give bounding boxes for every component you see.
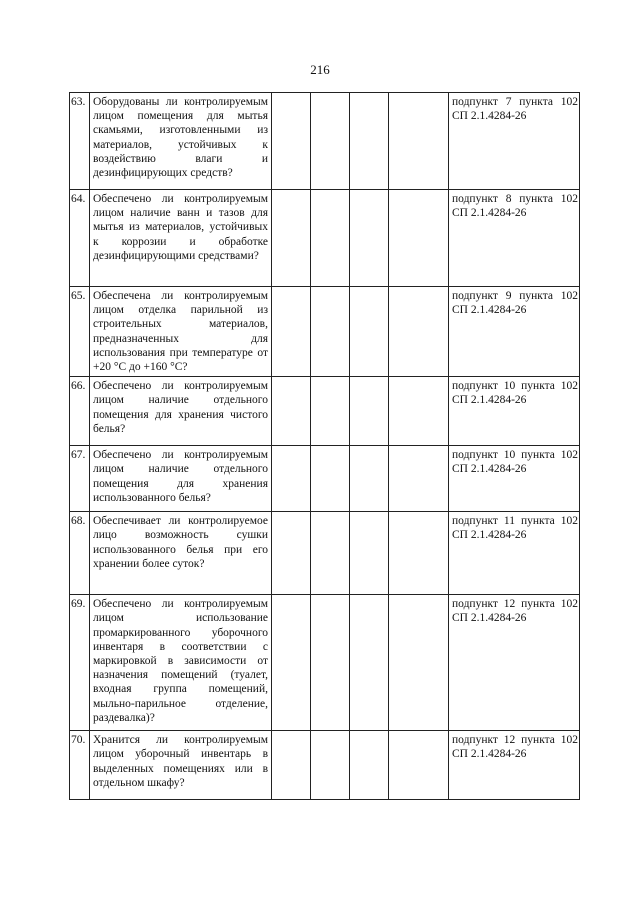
reference-cell: подпункт 10 пункта 102 СП 2.1.4284-26 bbox=[449, 446, 580, 512]
table-row bbox=[70, 731, 580, 800]
table-row bbox=[70, 446, 580, 512]
answer-no-cell bbox=[311, 377, 350, 446]
question-cell: Обеспечено ли контролируемым лицом использование промаркированного уборочного инвентаря в соответствии с маркировкой в зависимости от назначения помещений (туалет, входная группа помещений, мыльно-парильное отделение, раздевалка)? bbox=[90, 595, 272, 731]
answer-yes-cell bbox=[272, 93, 311, 190]
answer-yes-cell bbox=[272, 287, 311, 377]
reference-cell: подпункт 12 пункта 102 СП 2.1.4284-26 bbox=[449, 595, 580, 731]
answer-na-cell bbox=[350, 287, 389, 377]
answer-no-cell bbox=[311, 731, 350, 800]
answer-yes-cell bbox=[272, 377, 311, 446]
answer-na-cell bbox=[350, 595, 389, 731]
answer-no-cell bbox=[311, 287, 350, 377]
question-cell: Оборудованы ли контролируемым лицом помещения для мытья скамьями, изготовленными из материалов, устойчивых к воздействию влаги и дезинфицирующих средств? bbox=[90, 93, 272, 190]
answer-no-cell bbox=[311, 512, 350, 595]
answer-yes-cell bbox=[272, 512, 311, 595]
row-number: 65. bbox=[70, 287, 90, 377]
answer-no-cell bbox=[311, 595, 350, 731]
reference-cell: подпункт 9 пункта 102 СП 2.1.4284-26 bbox=[449, 287, 580, 377]
table-row bbox=[70, 512, 580, 595]
note-cell bbox=[389, 512, 449, 595]
answer-yes-cell bbox=[272, 595, 311, 731]
answer-na-cell bbox=[350, 731, 389, 800]
table-row bbox=[70, 93, 580, 190]
row-number: 67. bbox=[70, 446, 90, 512]
answer-na-cell bbox=[350, 512, 389, 595]
answer-yes-cell bbox=[272, 190, 311, 287]
table-row bbox=[70, 595, 580, 731]
table-row bbox=[70, 287, 580, 377]
note-cell bbox=[389, 287, 449, 377]
question-cell: Обеспечивает ли контролируемое лицо возможность сушки использованного белья при его хранении более суток? bbox=[90, 512, 272, 595]
reference-cell: подпункт 11 пункта 102 СП 2.1.4284-26 bbox=[449, 512, 580, 595]
table-row bbox=[70, 377, 580, 446]
answer-no-cell bbox=[311, 190, 350, 287]
question-cell: Обеспечено ли контролируемым лицом наличие ванн и тазов для мытья из материалов, устойчивых к коррозии и обработке дезинфицирующими средствами? bbox=[90, 190, 272, 287]
table-row bbox=[70, 190, 580, 287]
answer-na-cell bbox=[350, 93, 389, 190]
note-cell bbox=[389, 377, 449, 446]
question-cell: Обеспечено ли контролируемым лицом наличие отдельного помещения для хранения использованного белья? bbox=[90, 446, 272, 512]
reference-cell: подпункт 8 пункта 102 СП 2.1.4284-26 bbox=[449, 190, 580, 287]
checklist-table bbox=[69, 92, 580, 800]
answer-yes-cell bbox=[272, 731, 311, 800]
note-cell bbox=[389, 446, 449, 512]
page-number: 216 bbox=[310, 62, 330, 77]
question-cell: Обеспечена ли контролируемым лицом отделка парильной из строительных материалов, предназначенных для использования при температуре от +20 °С до +160 °С? bbox=[90, 287, 272, 377]
row-number: 66. bbox=[70, 377, 90, 446]
row-number: 63. bbox=[70, 93, 90, 190]
answer-no-cell bbox=[311, 93, 350, 190]
answer-na-cell bbox=[350, 190, 389, 287]
note-cell bbox=[389, 93, 449, 190]
reference-cell: подпункт 12 пункта 102 СП 2.1.4284-26 bbox=[449, 731, 580, 800]
answer-na-cell bbox=[350, 377, 389, 446]
note-cell bbox=[389, 190, 449, 287]
note-cell bbox=[389, 595, 449, 731]
row-number: 64. bbox=[70, 190, 90, 287]
reference-cell: подпункт 10 пункта 102 СП 2.1.4284-26 bbox=[449, 377, 580, 446]
row-number: 70. bbox=[70, 731, 90, 800]
reference-cell: подпункт 7 пункта 102 СП 2.1.4284-26 bbox=[449, 93, 580, 190]
question-cell: Обеспечено ли контролируемым лицом наличие отдельного помещения для хранения чистого белья? bbox=[90, 377, 272, 446]
question-cell: Хранится ли контролируемым лицом уборочный инвентарь в выделенных помещениях или в отдельном шкафу? bbox=[90, 731, 272, 800]
answer-na-cell bbox=[350, 446, 389, 512]
answer-yes-cell bbox=[272, 446, 311, 512]
note-cell bbox=[389, 731, 449, 800]
row-number: 68. bbox=[70, 512, 90, 595]
row-number: 69. bbox=[70, 595, 90, 731]
answer-no-cell bbox=[311, 446, 350, 512]
